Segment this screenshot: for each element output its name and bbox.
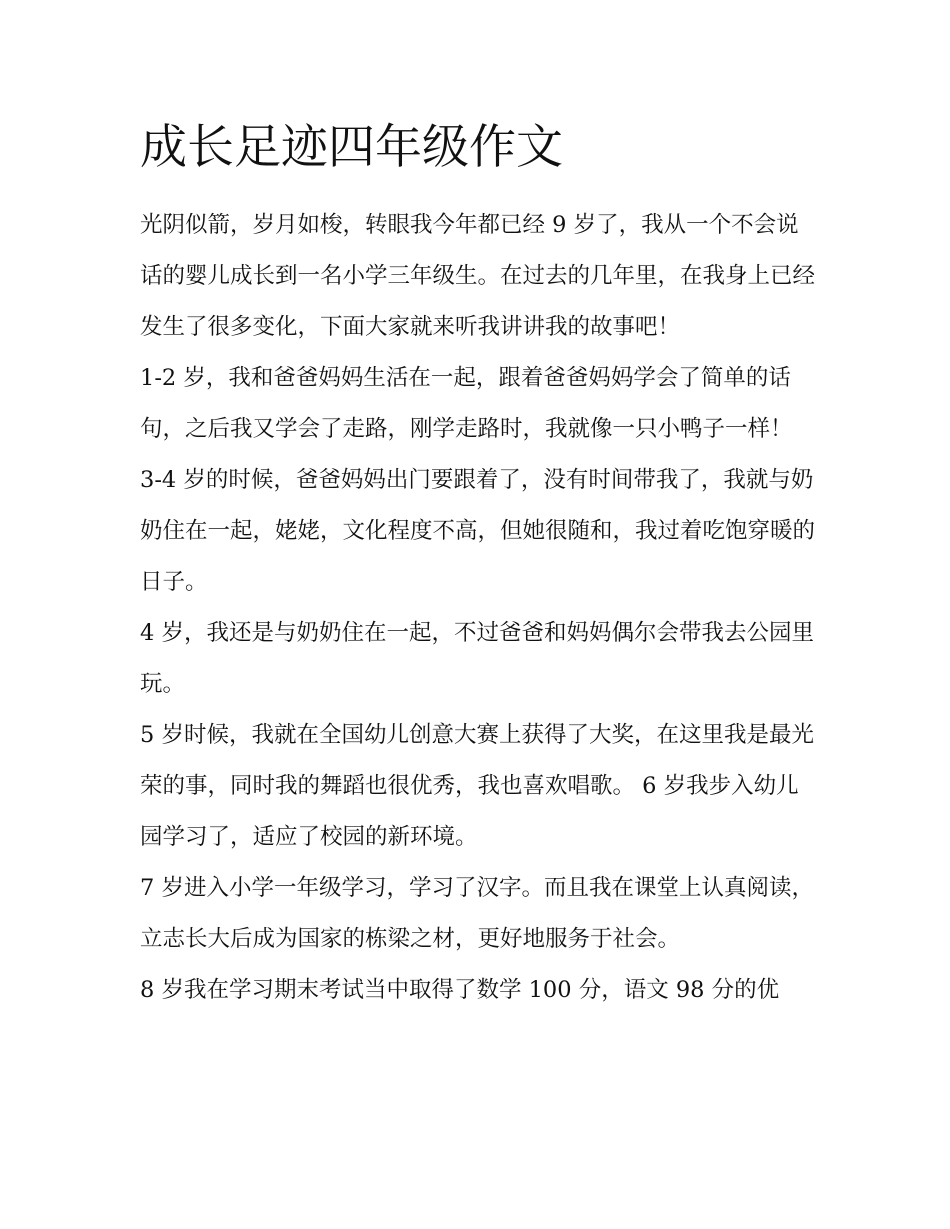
paragraph: 3-4 岁的时候，爸爸妈妈出门要跟着了，没有时间带我了，我就与奶奶住在一起，姥姥，文化程度不高，但她很随和，我过着吃饱穿暖的日子。 <box>140 467 816 595</box>
paragraph: 4 岁，我还是与奶奶住在一起，不过爸爸和妈妈偶尔会带我去公园里玩。 <box>140 620 814 697</box>
paragraph: 5 岁时候，我就在全国幼儿创意大赛上获得了大奖，在这里我是最光荣的事，同时我的舞蹈也很优秀，我也喜欢唱歌。 6 岁我步入幼儿园学习了，适应了校园的新环境。 <box>140 722 814 850</box>
paragraph: 8 岁我在学习期末考试当中取得了数学 100 分，语文 98 分的优 <box>140 977 780 1003</box>
document-title: 成长足迹四年级作文 <box>140 120 563 175</box>
document-body <box>140 200 820 1016</box>
paragraph: 光阴似箭，岁月如梭，转眼我今年都已经 9 岁了，我从一个不会说话的婴儿成长到一名小学三年级生。在过去的几年里，在我身上已经发生了很多变化，下面大家就来听我讲讲我的故事吧！ <box>140 212 816 340</box>
paragraph: 7 岁进入小学一年级学习，学习了汉字。而且我在课堂上认真阅读，立志长大后成为国家的栋梁之材，更好地服务于社会。 <box>140 875 814 952</box>
paragraph: 1-2 岁，我和爸爸妈妈生活在一起，跟着爸爸妈妈学会了简单的话句，之后我又学会了走路，刚学走路时，我就像一只小鸭子一样！ <box>140 365 793 442</box>
